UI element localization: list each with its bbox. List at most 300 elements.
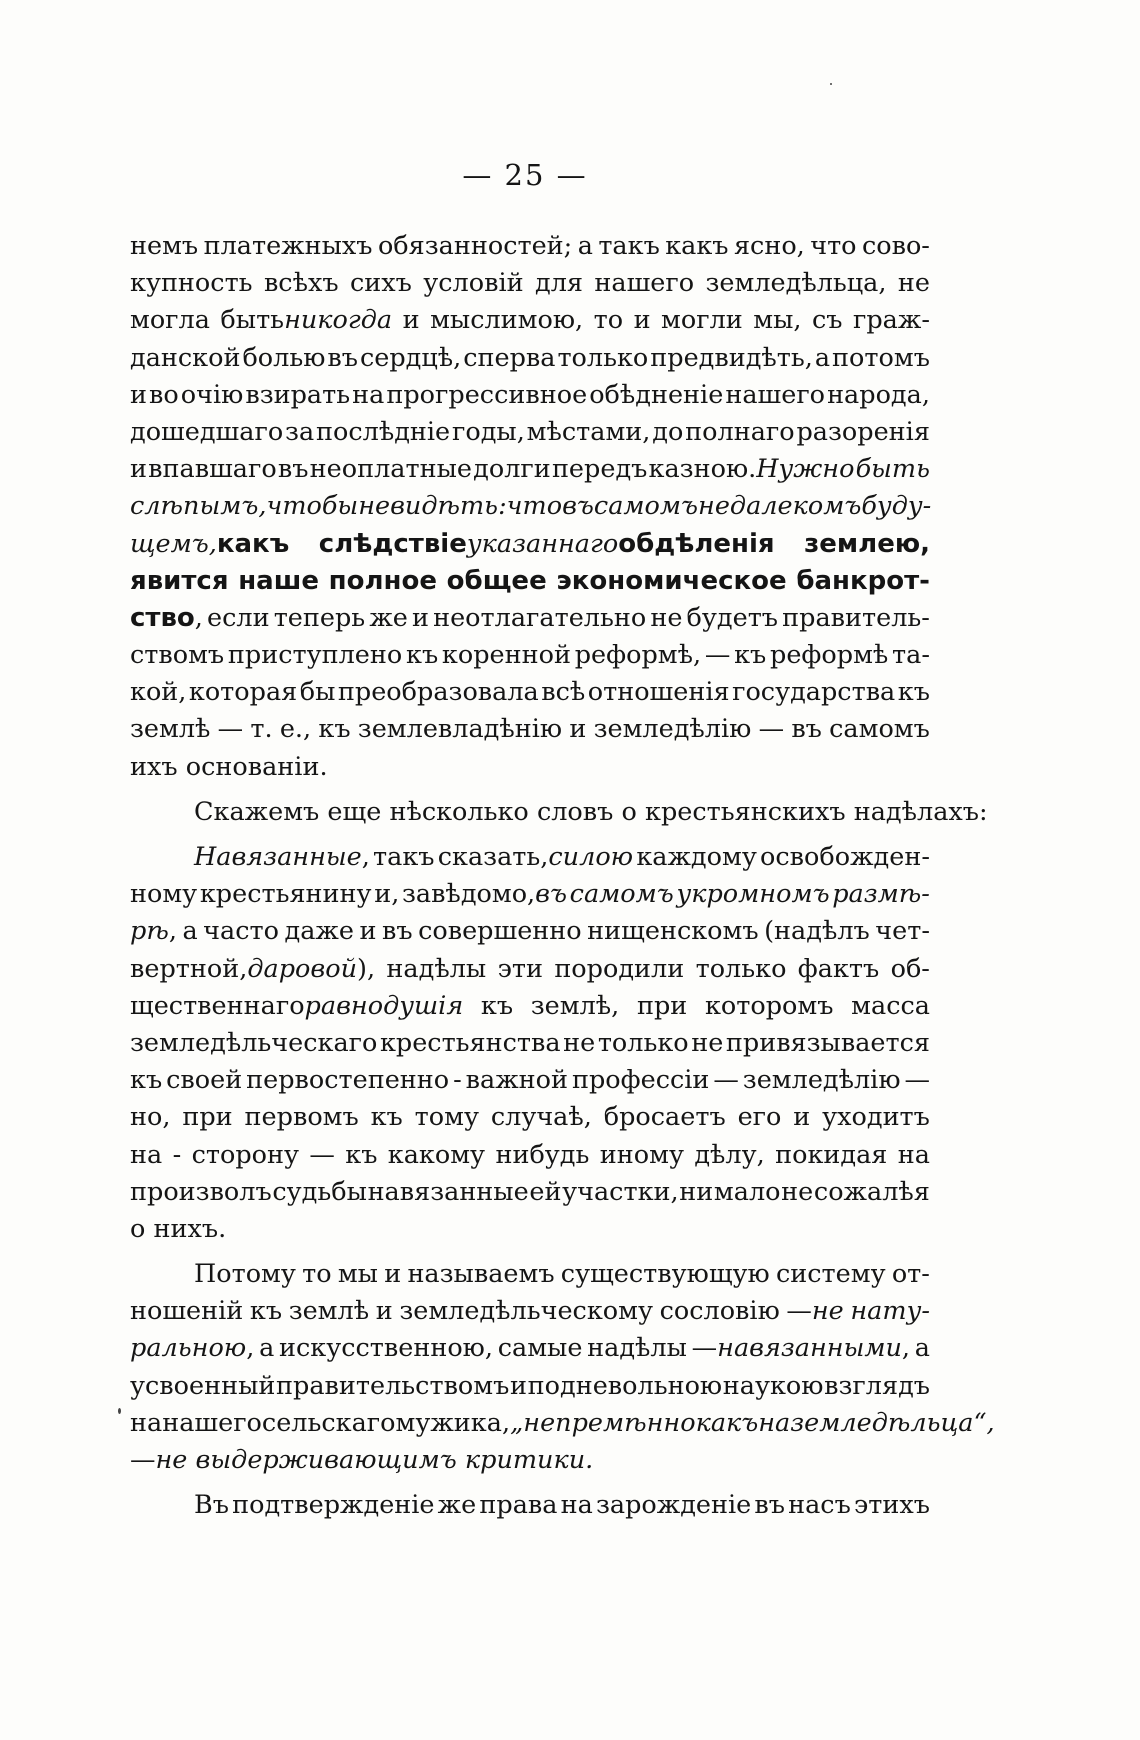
word-fragment: подтвержденіе xyxy=(232,1490,435,1521)
word-fragment: сословію xyxy=(659,1296,780,1327)
text-line xyxy=(130,340,930,377)
word xyxy=(796,563,930,600)
word xyxy=(726,1025,930,1062)
word-fragment: въ xyxy=(754,1490,785,1521)
word xyxy=(166,1062,242,1099)
word-fragment: во xyxy=(149,379,179,410)
word-fragment: самомъ xyxy=(569,879,674,910)
page-number: — 25 — xyxy=(462,158,588,192)
word xyxy=(498,1330,583,1367)
word xyxy=(770,637,888,674)
word-fragment: — xyxy=(691,1333,718,1364)
word-fragment: нашего xyxy=(594,268,695,299)
word-fragment: даровой xyxy=(247,953,357,984)
word xyxy=(829,711,930,748)
word-fragment: немъ xyxy=(130,231,199,261)
word-fragment: сельскаго xyxy=(261,1407,396,1438)
word xyxy=(182,913,197,950)
word-fragment: - xyxy=(453,1065,462,1096)
word-fragment: сказать, xyxy=(437,842,549,872)
word xyxy=(130,951,375,988)
word xyxy=(154,1211,227,1248)
word-fragment: къ xyxy=(249,1296,283,1327)
word-fragment: къ xyxy=(406,640,439,671)
word-fragment: недалекомъ xyxy=(698,491,862,522)
word-fragment: взглядъ xyxy=(824,1370,930,1401)
word-fragment: иному xyxy=(599,1139,684,1170)
word-fragment: щемъ, xyxy=(130,528,217,559)
word-fragment: и, xyxy=(374,879,400,910)
word xyxy=(204,228,373,265)
word xyxy=(788,1487,851,1524)
word xyxy=(561,1487,593,1524)
word-fragment: казною. xyxy=(648,454,757,485)
word-fragment: — xyxy=(130,1445,156,1475)
word-fragment: же xyxy=(369,602,408,633)
word-fragment: впавшаго xyxy=(148,454,277,485)
word xyxy=(734,637,766,674)
word-fragment: — xyxy=(904,1065,930,1096)
text-line xyxy=(130,1062,930,1099)
word-fragment: а xyxy=(914,1333,930,1364)
word-fragment: буду- xyxy=(861,491,932,522)
word-fragment: т. xyxy=(250,714,273,745)
word-fragment: не xyxy=(781,1176,814,1207)
word xyxy=(904,1062,930,1099)
word-fragment: государства xyxy=(732,677,896,708)
word xyxy=(130,228,198,265)
word-fragment: — xyxy=(309,1139,335,1170)
word xyxy=(713,1062,739,1099)
word xyxy=(714,1174,781,1211)
word xyxy=(786,1293,843,1330)
word-fragment: слѣпымъ, xyxy=(130,491,267,522)
word xyxy=(636,839,757,876)
word xyxy=(415,1099,479,1136)
word xyxy=(796,414,929,451)
word xyxy=(862,228,930,265)
word xyxy=(418,913,582,950)
word-fragment: подневольною xyxy=(527,1370,723,1401)
word-fragment: и xyxy=(375,1296,393,1327)
ink-speck xyxy=(830,83,832,85)
word-fragment: мы, xyxy=(753,305,802,336)
word xyxy=(218,711,244,748)
word-fragment: прогрессивное xyxy=(386,379,588,410)
word-fragment: надѣлы xyxy=(587,1333,687,1364)
word-fragment: явится xyxy=(130,565,229,596)
word xyxy=(130,451,147,488)
word xyxy=(232,1487,434,1524)
word xyxy=(824,1368,930,1405)
word-fragment: называемъ xyxy=(407,1259,555,1290)
text-line xyxy=(130,377,930,414)
word-fragment: только xyxy=(695,953,787,984)
word xyxy=(130,988,463,1025)
word-fragment: наше xyxy=(238,565,319,596)
word-fragment: — xyxy=(217,714,244,745)
word-fragment: дѣлу, xyxy=(694,1139,765,1170)
word xyxy=(854,1487,930,1524)
word xyxy=(345,1137,377,1174)
word-fragment: чтобы xyxy=(266,491,359,522)
word-fragment: къ xyxy=(480,990,514,1021)
word xyxy=(734,228,805,265)
word xyxy=(289,1293,369,1330)
word xyxy=(130,1330,254,1367)
body-text xyxy=(130,228,995,1524)
text-line xyxy=(130,414,930,451)
word xyxy=(554,951,684,988)
word xyxy=(378,228,572,265)
word xyxy=(272,1174,367,1211)
word-fragment: совершенно xyxy=(418,916,582,947)
word xyxy=(399,1293,653,1330)
word xyxy=(676,876,829,913)
word xyxy=(300,674,336,711)
word xyxy=(665,228,728,265)
text-line xyxy=(130,1293,930,1330)
word-fragment: съ xyxy=(811,305,843,336)
word xyxy=(743,1062,901,1099)
word-fragment: отношенія xyxy=(587,677,730,708)
word xyxy=(569,711,586,748)
text-line xyxy=(130,876,930,913)
word xyxy=(130,600,203,637)
word-fragment: , xyxy=(194,602,203,633)
word xyxy=(430,302,583,339)
word-fragment: обязанностей; xyxy=(377,231,573,261)
word-fragment: могли xyxy=(661,305,743,336)
word-fragment: при xyxy=(636,990,688,1021)
word-fragment: фактъ xyxy=(797,953,880,984)
word-fragment: самомъ xyxy=(593,491,699,522)
word xyxy=(698,488,861,525)
word-fragment: правительствомъ xyxy=(276,1370,510,1401)
word xyxy=(407,1256,554,1293)
word xyxy=(266,488,358,525)
word xyxy=(738,1099,782,1136)
word-fragment: мужика, xyxy=(395,1407,511,1438)
word xyxy=(390,488,507,525)
word xyxy=(194,1487,229,1524)
word-fragment: годы, xyxy=(452,416,525,447)
word-fragment: къ xyxy=(897,677,930,708)
word-fragment: рѣ xyxy=(130,916,169,947)
word xyxy=(242,340,325,377)
word-fragment: полное xyxy=(328,565,437,596)
word-fragment: не xyxy=(155,1445,188,1475)
word-fragment: а xyxy=(182,916,198,947)
word-fragment: какъ xyxy=(216,528,290,559)
word-fragment: не xyxy=(358,491,391,522)
word-fragment: привязывается xyxy=(725,1027,930,1058)
word xyxy=(130,1293,243,1330)
word-fragment: всѣхъ xyxy=(263,268,339,299)
word-fragment: этихъ xyxy=(853,1490,930,1521)
word xyxy=(491,1099,592,1136)
word-fragment: ствомъ xyxy=(130,640,225,671)
word xyxy=(705,988,833,1025)
text-line xyxy=(130,451,930,488)
word xyxy=(309,1137,335,1174)
word-fragment: въ xyxy=(277,454,309,485)
word-fragment: нибудь xyxy=(495,1139,590,1170)
text-line xyxy=(130,1211,930,1248)
word-fragment: , xyxy=(361,842,370,872)
word-fragment: и xyxy=(411,602,429,633)
word-fragment: а xyxy=(814,342,831,373)
word-fragment: реформѣ xyxy=(770,640,889,671)
word-fragment: къ xyxy=(734,640,767,671)
word-fragment: будетъ xyxy=(686,602,779,633)
word-fragment: какъ xyxy=(665,231,729,261)
word xyxy=(246,1062,449,1099)
word-fragment: Потому xyxy=(194,1259,296,1290)
word xyxy=(552,451,647,488)
word xyxy=(130,674,186,711)
word-fragment: земледѣльческаго xyxy=(130,1027,378,1058)
word-fragment: бросаетъ xyxy=(603,1102,726,1133)
word xyxy=(259,1330,274,1367)
word xyxy=(898,1137,930,1174)
word xyxy=(194,794,319,831)
word-fragment: навязанные xyxy=(367,1176,529,1207)
word xyxy=(130,637,224,674)
word xyxy=(130,526,289,563)
word xyxy=(594,265,694,302)
word xyxy=(465,1442,593,1479)
word-fragment: только xyxy=(557,342,649,373)
word xyxy=(537,794,613,831)
word-fragment: еще xyxy=(327,796,382,827)
word xyxy=(279,1330,493,1367)
word-fragment: произволъ xyxy=(130,1176,272,1207)
word xyxy=(130,1442,187,1479)
word-fragment: а xyxy=(577,231,593,261)
word xyxy=(359,913,376,950)
word-fragment: покидая xyxy=(775,1139,888,1170)
text-line xyxy=(130,600,930,637)
word xyxy=(661,302,743,339)
word-fragment: землею, xyxy=(804,528,930,559)
word xyxy=(892,637,930,674)
text-line xyxy=(130,794,988,831)
word xyxy=(319,526,775,563)
word-fragment: и xyxy=(359,916,377,947)
word-fragment: то xyxy=(593,305,624,336)
word-fragment: породили xyxy=(554,953,685,984)
word-fragment: такъ xyxy=(598,231,660,261)
word-fragment: на xyxy=(130,1139,163,1170)
word xyxy=(561,1256,770,1293)
word xyxy=(200,876,372,913)
word xyxy=(203,913,279,950)
word-fragment: каждому xyxy=(636,842,757,872)
word xyxy=(130,302,210,339)
word xyxy=(130,1405,162,1442)
word-fragment: искусственною, xyxy=(279,1333,493,1364)
word xyxy=(329,563,437,600)
word xyxy=(250,1293,282,1330)
word-fragment: ному xyxy=(130,879,198,910)
word-fragment: вертной, xyxy=(130,953,248,984)
word-fragment: которомъ xyxy=(704,990,834,1021)
word-fragment: землѣ xyxy=(288,1296,370,1327)
word-fragment: самые xyxy=(497,1333,583,1364)
word-fragment: не xyxy=(650,602,683,633)
word-fragment: крестьянства xyxy=(379,1027,561,1058)
word-fragment: а xyxy=(259,1333,275,1364)
text-line xyxy=(130,1405,995,1442)
paragraph xyxy=(130,1256,995,1479)
word-fragment: въ xyxy=(535,879,568,910)
word-fragment: же xyxy=(437,1490,477,1521)
word xyxy=(479,1487,557,1524)
word xyxy=(442,637,571,674)
word-fragment: за xyxy=(285,416,315,447)
word xyxy=(760,839,930,876)
word-fragment: профессіи xyxy=(571,1065,710,1096)
word-fragment: крестьянину xyxy=(199,879,372,910)
text-line xyxy=(130,839,930,876)
word xyxy=(162,1405,262,1442)
word xyxy=(527,414,651,451)
word xyxy=(181,377,244,414)
word-fragment: на xyxy=(897,1139,930,1170)
word xyxy=(685,414,794,451)
word-fragment: сихъ xyxy=(349,268,412,299)
word-fragment: дошедшаго xyxy=(130,416,284,447)
word-fragment: граж- xyxy=(852,305,930,336)
word xyxy=(466,1062,568,1099)
word-fragment: чет- xyxy=(875,916,930,947)
word xyxy=(389,794,528,831)
word-fragment: , xyxy=(168,916,177,947)
word xyxy=(898,674,930,711)
word xyxy=(250,711,272,748)
text-line xyxy=(130,563,930,600)
word xyxy=(850,1293,930,1330)
word-fragment: земледѣлію xyxy=(593,714,752,745)
word-fragment: не xyxy=(691,1027,724,1058)
word xyxy=(382,913,413,950)
word xyxy=(832,340,930,377)
word-fragment: указаннаго xyxy=(466,528,619,559)
word-fragment: о xyxy=(130,1213,146,1244)
word-fragment: кой, xyxy=(130,677,187,708)
word-fragment: уходитъ xyxy=(822,1102,930,1133)
word-fragment: такъ xyxy=(373,842,435,872)
word xyxy=(368,1174,529,1211)
word-fragment: выдерживающимъ xyxy=(195,1445,457,1475)
word xyxy=(898,265,930,302)
word xyxy=(358,711,562,748)
word-fragment: е., xyxy=(279,714,312,745)
word xyxy=(915,1330,930,1367)
word xyxy=(572,1062,709,1099)
word-fragment: , xyxy=(901,1333,911,1364)
word xyxy=(278,451,309,488)
word-fragment: первостепенно xyxy=(246,1065,450,1096)
word-fragment: ), xyxy=(357,953,376,984)
word xyxy=(228,637,402,674)
word-fragment: если xyxy=(207,602,270,633)
word-fragment: земледѣльца“, xyxy=(790,1407,995,1438)
word xyxy=(696,951,787,988)
text-line xyxy=(130,1099,930,1136)
text-line xyxy=(130,1137,930,1174)
word xyxy=(130,1025,377,1062)
word-fragment: надѣлахъ: xyxy=(853,796,988,827)
word-fragment: нихъ. xyxy=(153,1213,227,1244)
word xyxy=(563,1025,595,1062)
word-fragment: нѣсколько xyxy=(389,796,529,827)
word-fragment: сово- xyxy=(861,231,930,261)
word xyxy=(660,1293,780,1330)
word xyxy=(130,1211,145,1248)
word xyxy=(406,637,438,674)
word-fragment: — xyxy=(786,1296,812,1327)
text-line xyxy=(130,951,930,988)
word-fragment: Скажемъ xyxy=(194,796,320,827)
word xyxy=(380,1025,561,1062)
word-fragment: всѣ xyxy=(541,677,586,708)
word xyxy=(386,377,587,414)
word xyxy=(754,1487,785,1524)
text-line xyxy=(130,637,930,674)
word-fragment: даже xyxy=(284,916,354,947)
word xyxy=(388,1137,485,1174)
word xyxy=(764,913,870,950)
word xyxy=(798,951,879,988)
word-fragment: коренной xyxy=(441,640,571,671)
text-line xyxy=(130,1487,930,1524)
word-fragment: ясно, xyxy=(733,231,805,261)
word-fragment: землѣ, xyxy=(530,990,620,1021)
word-fragment: ихъ xyxy=(130,751,178,782)
word xyxy=(352,377,384,414)
word-fragment: преобразовала xyxy=(337,677,539,708)
word-fragment: участки, xyxy=(562,1176,679,1207)
word-fragment: землевладѣнію xyxy=(357,714,563,745)
word xyxy=(130,913,177,950)
paragraph xyxy=(130,794,988,831)
word-fragment: — xyxy=(704,640,731,671)
word xyxy=(556,563,786,600)
word xyxy=(130,488,266,525)
word xyxy=(822,1099,930,1136)
word-fragment: надѣлы xyxy=(386,953,487,984)
word-fragment: усвоенный xyxy=(130,1370,276,1401)
word xyxy=(758,1405,790,1442)
word xyxy=(262,1405,396,1442)
word xyxy=(433,600,646,637)
word xyxy=(245,377,350,414)
word xyxy=(182,1099,232,1136)
word xyxy=(692,1330,910,1367)
word xyxy=(687,600,778,637)
word xyxy=(587,1330,687,1367)
word xyxy=(403,302,420,339)
word xyxy=(130,340,240,377)
word-fragment: первомъ xyxy=(244,1102,359,1133)
word xyxy=(189,674,297,711)
word xyxy=(891,951,930,988)
word-fragment: насъ xyxy=(788,1490,851,1521)
word-fragment: сожалѣя xyxy=(813,1176,930,1207)
word-fragment: банкрот- xyxy=(796,565,930,596)
